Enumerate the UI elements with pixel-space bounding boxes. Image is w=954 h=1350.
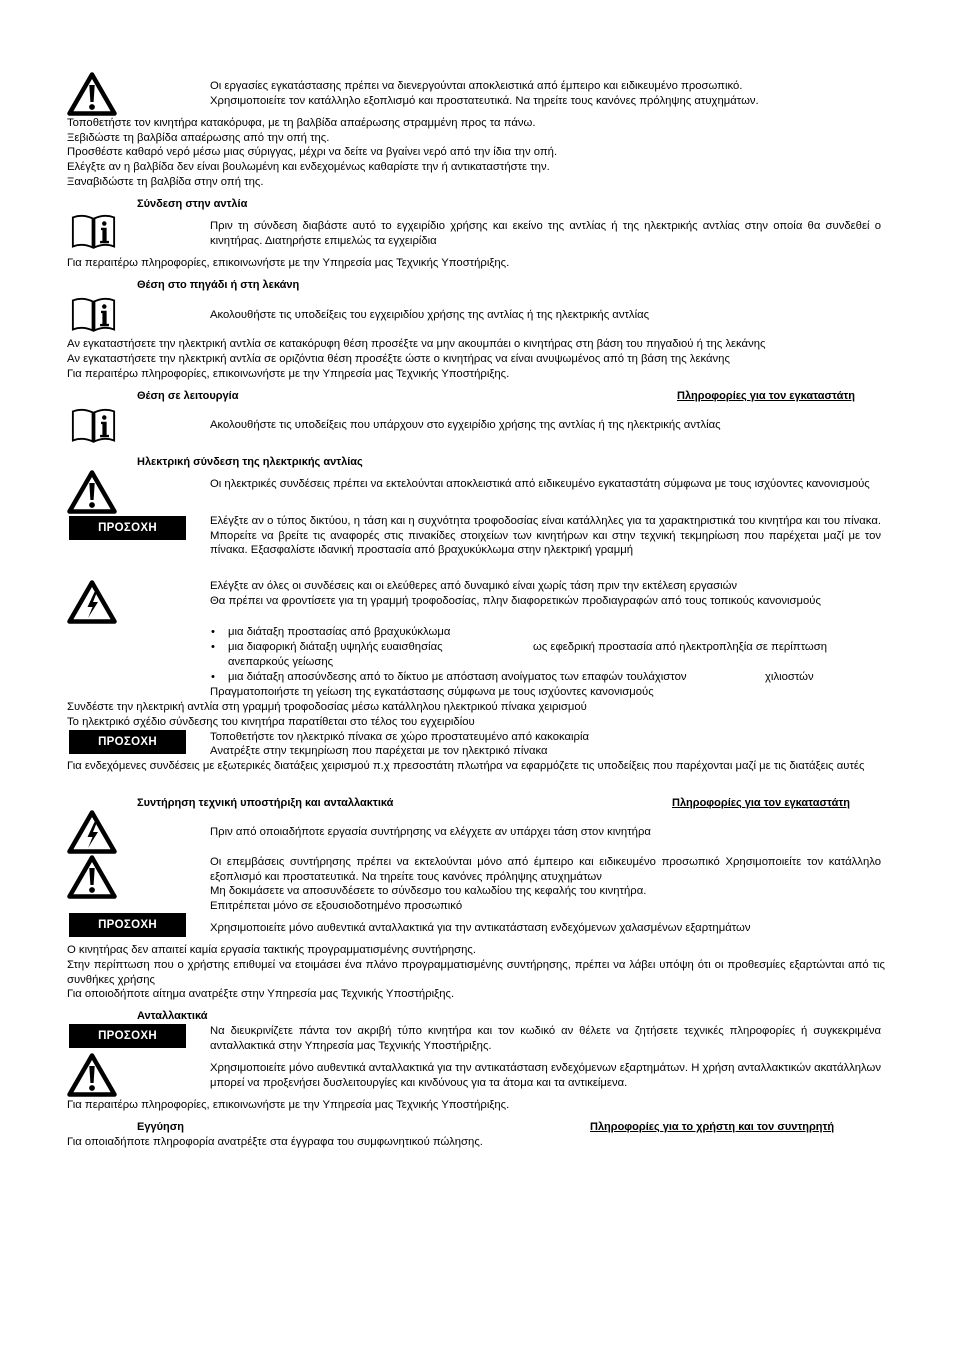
warning-icon — [67, 855, 117, 899]
intro-line-2: Ξεβιδώστε τη βαλβίδα απαέρωσης από την οπή της. — [67, 132, 330, 144]
section-heading-warranty: Εγγύηση — [137, 1121, 184, 1133]
electrical-bullet-3-unit: χιλιοστών — [765, 671, 814, 683]
spare-parts-p2: Χρησιμοποιείτε μόνο αυθεντικά ανταλλακτικά για την αντικατάσταση ενδεχόμενων εξαρτημάτων. Η χρήση ανταλλακτικών ακατάλληλων μπορεί να προξενήσει δυσλειτουργίες και κινδύνους για τα άτομα και τα αντικείμενα. — [210, 1062, 881, 1089]
electrical-line-3: Τοποθετήστε τον ηλεκτρικό πίνακα σε χώρο προστατευμένο από κακοκαιρία — [210, 731, 589, 743]
pump-connection-text: Πριν τη σύνδεση διαβάστε αυτό το εγχειρίδιο χρήσης και εκείνο της αντλίας ή της ηλεκτρικής αντλίας στην οποία θα συνδεθεί ο κινητήρας. Διατηρήστε επιμελώς τα εγχειρίδια — [210, 220, 881, 247]
intro-line-1: Τοποθετήστε τον κινητήρα κατακόρυφα, με τη βαλβίδα απαέρωσης στραμμένη προς τα πάνω. — [67, 117, 536, 129]
electrical-p3: Ελέγξτε αν όλες οι συνδέσεις και οι ελεύθερες από δυναμικό είναι χωρίς τάση πριν την εκτέλεση εργασιών — [210, 580, 738, 592]
well-position-text: Ακολουθήστε τις υποδείξεις του εγχειριδίου χρήσης της αντλίας ή της ηλεκτρικής αντλίας — [210, 309, 650, 321]
warning-icon — [67, 1053, 117, 1097]
electrical-bullet-2-wrap: ανεπαρκούς γείωσης — [228, 656, 334, 668]
maintenance-p4: Επιτρέπεται μόνο σε εξουσιοδοτημένο προσωπικό — [210, 900, 463, 912]
electrical-bullet-2: • μια διαφορική διάταξη υψηλής ευαισθησίας — [228, 640, 443, 655]
electrical-line-5: Για ενδεχόμενες συνδέσεις με εξωτερικές διατάξεις χειρισμού π.χ πρεσοστάτη πλωτήρα να εφαρμόζετε τις υποδείξεις που παρέχονται μαζί με τις διατάξεις αυτές — [67, 760, 865, 772]
intro-warning-line-1: Οι εργασίες εγκατάστασης πρέπει να διενεργούνται αποκλειστικά από έμπειρο και ειδικευμένο προσωπικό. — [210, 80, 743, 92]
operation-text: Ακολουθήστε τις υποδείξεις που υπάρχουν στο εγχειρίδιο χρήσης της αντλίας ή της ηλεκτρικής αντλίας — [210, 419, 721, 431]
manual-info-icon — [71, 407, 116, 444]
maintenance-line-1: Ο κινητήρας δεν απαιτεί καμία εργασία τακτικής προγραμματισμένης συντήρησης. — [67, 944, 477, 956]
maintenance-p2: Οι επεμβάσεις συντήρησης πρέπει να εκτελούνται μόνο από έμπειρο και ειδικευμένο προσωπικό Χρησιμοποιείτε τον κατάλληλο εξοπλισμό και προστατευτικά. Να τηρείτε τους κανόνες πρόληψης ατυχημάτων — [210, 856, 881, 883]
maintenance-line-3: Για οποιοδήποτε αίτημα ανατρέξτε στην Υπηρεσία μας Τεχνικής Υποστήριξης. — [67, 988, 455, 1000]
section-heading-maintenance: Συντήρηση τεχνική υποστήριξη και ανταλλακτικά — [137, 797, 394, 809]
caution-badge: ΠΡΟΣΟΧΗ — [69, 516, 186, 540]
section-heading-spare-parts: Ανταλλακτικά — [137, 1010, 208, 1022]
electrical-p4: Θα πρέπει να φροντίσετε για τη γραμμή τροφοδοσίας, πλην διαφορετικών προδιαγραφών από τους τοπικούς κανονισμούς — [210, 595, 821, 607]
warning-icon — [67, 72, 117, 116]
maintenance-p1: Πριν από οποιαδήποτε εργασία συντήρησης να ελέγχετε αν υπάρχει τάση στον κινητήρα — [210, 826, 651, 838]
electrical-p1: Οι ηλεκτρικές συνδέσεις πρέπει να εκτελούνται αποκλειστικά από ειδικευμένο εγκαταστάτη σύμφωνα με τους ισχύοντες κανονισμούς — [210, 478, 870, 490]
electrical-bullet-3: • μια διάταξη αποσύνδεσης από το δίκτυο με απόσταση ανοίγματος των επαφών τουλάχιστον — [228, 670, 687, 685]
caution-badge: ΠΡΟΣΟΧΗ — [69, 730, 186, 754]
high-voltage-icon — [67, 810, 117, 854]
electrical-bullet-2-continuation: ως εφεδρική προστασία από ηλεκτροπληξία σε περίπτωση — [533, 641, 827, 653]
warranty-text: Για οποιαδήποτε πληροφορία ανατρέξτε στα έγγραφα του συμφωνητικού πώλησης. — [67, 1136, 483, 1148]
caution-badge: ΠΡΟΣΟΧΗ — [69, 913, 186, 937]
electrical-line-2: Το ηλεκτρικό σχέδιο σύνδεσης του κινητήρα παρατίθεται στο τέλος του εγχειριδίου — [67, 716, 475, 728]
electrical-line-4: Ανατρέξτε στην τεκμηρίωση που παρέχεται με τον ηλεκτρικό πίνακα — [210, 745, 548, 757]
installer-info-label: Πληροφορίες για τον εγκαταστάτη — [672, 797, 850, 809]
caution-badge: ΠΡΟΣΟΧΗ — [69, 1024, 186, 1048]
intro-warning-line-2: Χρησιμοποιείτε τον κατάλληλο εξοπλισμό και προστατευτικά. Να τηρείτε τους κανόνες πρόληψης ατυχημάτων. — [210, 95, 759, 107]
manual-info-icon — [71, 296, 116, 333]
installer-info-label: Πληροφορίες για τον εγκαταστάτη — [677, 390, 855, 402]
spare-parts-contact: Για περαιτέρω πληροφορίες, επικοινωνήστε με την Υπηρεσία μας Τεχνικής Υποστήριξης. — [67, 1099, 510, 1111]
well-position-line-3: Για περαιτέρω πληροφορίες, επικοινωνήστε με την Υπηρεσία μας Τεχνικής Υποστήριξης. — [67, 368, 510, 380]
manual-info-icon — [71, 213, 116, 250]
maintenance-p5: Χρησιμοποιείτε μόνο αυθεντικά ανταλλακτικά για την αντικατάσταση ενδεχόμενων χαλασμένων εξαρτημάτων — [210, 922, 751, 934]
maintenance-p3: Μη δοκιμάσετε να αποσυνδέσετε το σύνδεσμο του καλωδίου της κεφαλής του κινητήρα. — [210, 885, 647, 897]
section-heading-well-position: Θέση στο πηγάδι ή στη λεκάνη — [137, 279, 300, 291]
intro-line-3: Προσθέστε καθαρό νερό μέσω μιας σύριγγας, μέχρι να δείτε να βγαίνει νερό από την ίδια την οπή. — [67, 146, 558, 158]
well-position-line-1: Αν εγκαταστήσετε την ηλεκτρική αντλία σε κατακόρυφη θέση προσέξτε να μην ακουμπάει ο κινητήρας στη βάση του πηγαδιού ή της λεκάνης — [67, 338, 766, 350]
section-heading-pump-connection: Σύνδεση στην αντλία — [137, 198, 248, 210]
intro-line-4: Ελέγξτε αν η βαλβίδα δεν είναι βουλωμένη και ενδεχομένως καθαρίστε την ή αντικαταστήστε την. — [67, 161, 550, 173]
section-heading-operation: Θέση σε λειτουργία — [137, 390, 239, 402]
user-maintainer-info-label: Πληροφορίες για το χρήστη και τον συντηρητή — [590, 1121, 835, 1133]
well-position-line-2: Αν εγκαταστήσετε την ηλεκτρική αντλία σε οριζόντια θέση προσέξτε ώστε ο κινητήρας να είναι ανυψωμένος από τη βάση της λεκάνης — [67, 353, 730, 365]
maintenance-line-2: Στην περίπτωση που ο χρήστης επιθυμεί να ετοιμάσει ένα πλάνο προγραμματισμένης συντήρησης, πρέπει να λάβει υπόψη ότι οι προθεσμίες εξαρτώνται από τις συνθήκες χρήσης — [67, 959, 885, 986]
electrical-p2: Ελέγξτε αν ο τύπος δικτύου, η τάση και η συχνότητα τροφοδοσίας είναι κατάλληλες για τα χαρακτηριστικά του κινητήρα και του πίνακα. Μπορείτε να βρείτε τις αναφορές στις πινακίδες στοιχείων των κινητήρων και στην τεχνική τεκμηρίωση που παρέχεται μαζί με τον πίνακα. Εξασφαλίστε ιδανική προστασία από βραχυκύκλωμα στην ηλεκτρική γραμμή — [210, 515, 881, 557]
section-heading-electrical: Ηλεκτρική σύνδεση της ηλεκτρικής αντλίας — [137, 456, 363, 468]
warning-icon — [67, 470, 117, 514]
electrical-p5: Πραγματοποιήστε τη γείωση της εγκατάστασης σύμφωνα με τους ισχύοντες κανονισμούς — [210, 686, 654, 698]
spare-parts-p1: Να διευκρινίζετε πάντα τον ακριβή τύπο κινητήρα και τον κωδικό αν θέλετε να ζητήσετε τεχνικές πληροφορίες ή συγκεκριμένα ανταλλακτικά στην Υπηρεσία μας Τεχνικής Υποστήριξης. — [210, 1025, 881, 1052]
electrical-bullet-1: • μια διάταξη προστασίας από βραχυκύκλωμα — [228, 625, 450, 640]
high-voltage-icon — [67, 580, 117, 624]
electrical-line-1: Συνδέστε την ηλεκτρική αντλία στη γραμμή τροφοδοσίας μέσω κατάλληλου ηλεκτρικού πίνακα χειρισμού — [67, 701, 587, 713]
intro-line-5: Ξαναβιδώστε τη βαλβίδα στην οπή της. — [67, 176, 264, 188]
pump-connection-contact: Για περαιτέρω πληροφορίες, επικοινωνήστε με την Υπηρεσία μας Τεχνικής Υποστήριξης. — [67, 257, 510, 269]
